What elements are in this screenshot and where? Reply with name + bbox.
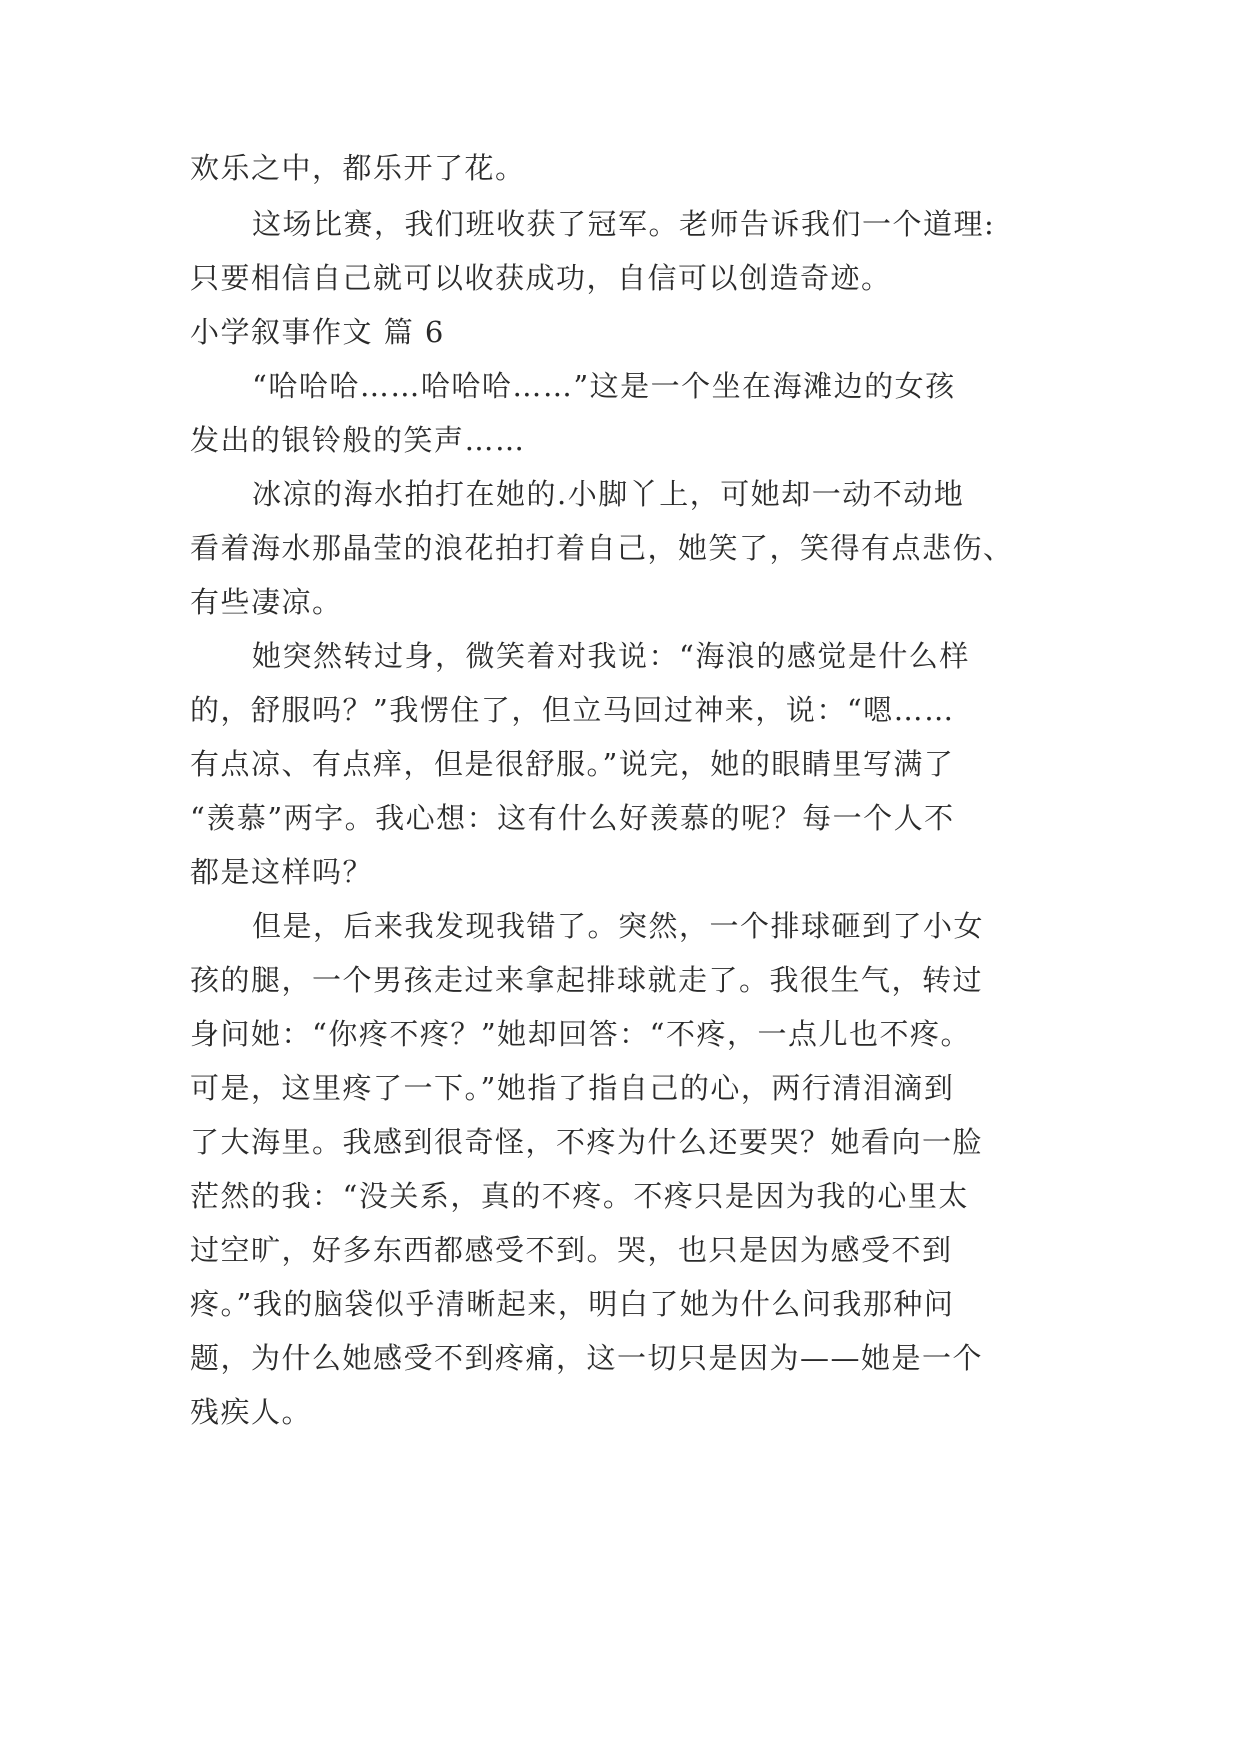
text-line: 孩的腿，一个男孩走过来拿起排球就走了。我很生气，转过 <box>190 963 984 997</box>
paragraph-first-line: 但是，后来我发现我错了。突然，一个排球砸到了小女 <box>252 909 985 943</box>
text-line: 发出的银铃般的笑声…… <box>190 423 526 457</box>
text-line: 残疾人。 <box>190 1395 313 1429</box>
text-line: 过空旷，好多东西都感受不到。哭，也只是因为感受不到 <box>190 1233 953 1267</box>
text-line: 茫然的我：“没关系，真的不疼。不疼只是因为我的心里太 <box>190 1179 969 1213</box>
paragraph-first-line: “哈哈哈……哈哈哈……”这是一个坐在海滩边的女孩 <box>252 369 956 403</box>
text-line: 有点凉、有点痒，但是很舒服。”说完，她的眼睛里写满了 <box>190 747 955 781</box>
text-line: 的，舒服吗？”我愣住了，但立马回过神来，说：“嗯…… <box>190 693 955 727</box>
text-line: 可是，这里疼了一下。”她指了指自己的心，两行清泪滴到 <box>190 1071 955 1105</box>
text-line: 有些凄凉。 <box>190 585 343 619</box>
paragraph-first-line: 这场比赛，我们班收获了冠军。老师告诉我们一个道理: <box>252 207 996 241</box>
text-line: 都是这样吗？ <box>190 855 374 889</box>
paragraph-first-line: 冰凉的海水拍打在她的.小脚丫上，可她却一动不动地 <box>252 477 965 511</box>
text-line: 看着海水那晶莹的浪花拍打着自己，她笑了，笑得有点悲伤、 <box>190 531 1014 565</box>
text-line: 了大海里。我感到很奇怪，不疼为什么还要哭？她看向一脸 <box>190 1125 984 1159</box>
section-heading: 小学叙事作文 篇 6 <box>190 315 445 349</box>
text-line: 欢乐之中，都乐开了花。 <box>190 151 526 185</box>
text-line: “羡慕”两字。我心想：这有什么好羡慕的呢？每一个人不 <box>190 801 955 835</box>
text-line: 疼。”我的脑袋似乎清晰起来，明白了她为什么问我那种问 <box>190 1287 955 1321</box>
text-line: 题，为什么她感受不到疼痛，这一切只是因为——她是一个 <box>190 1341 984 1375</box>
text-line: 身问她：“你疼不疼？”她却回答：“不疼，一点儿也不疼。 <box>190 1017 971 1051</box>
text-line: 只要相信自己就可以收获成功，自信可以创造奇迹。 <box>190 261 892 295</box>
paragraph-first-line: 她突然转过身，微笑着对我说：“海浪的感觉是什么样 <box>252 639 970 673</box>
